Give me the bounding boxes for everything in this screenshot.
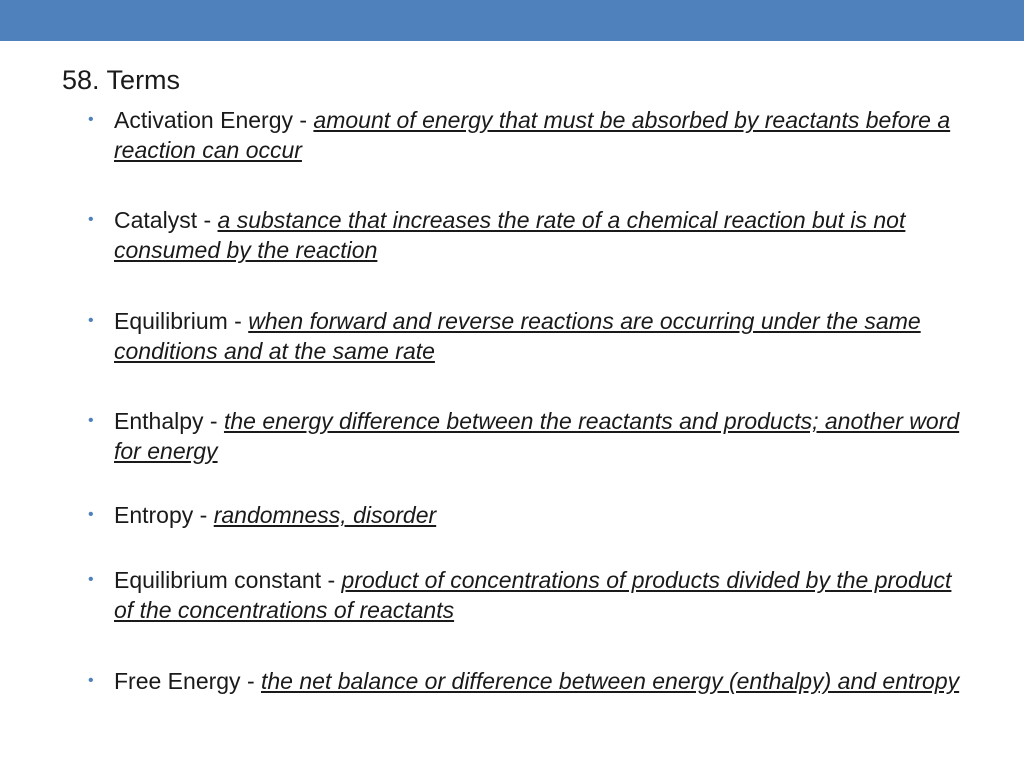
bullet-icon: • bbox=[88, 672, 94, 689]
term-definition: product of concentrations of products divided by the product of the concentrations of reactants bbox=[114, 567, 952, 623]
term-item-equilibrium bbox=[88, 306, 968, 366]
bullet-icon: • bbox=[88, 312, 94, 329]
term-label: Equilibrium constant - bbox=[114, 567, 342, 593]
term-item-free-energy bbox=[88, 666, 968, 696]
term-item-activation-energy bbox=[88, 105, 968, 165]
term-definition: when forward and reverse reactions are occurring under the same conditions and at the same rate bbox=[114, 308, 921, 364]
term-label: Entropy - bbox=[114, 502, 214, 528]
bullet-icon: • bbox=[88, 506, 94, 523]
term-item-equilibrium-constant bbox=[88, 565, 968, 625]
bullet-icon: • bbox=[88, 211, 94, 228]
term-label: Equilibrium - bbox=[114, 308, 249, 334]
term-label: Free Energy - bbox=[114, 668, 261, 694]
bullet-icon: • bbox=[88, 571, 94, 588]
term-definition: randomness, disorder bbox=[213, 502, 437, 528]
term-label: Activation Energy - bbox=[114, 107, 314, 133]
term-item-entropy bbox=[88, 500, 968, 530]
bullet-icon: • bbox=[88, 111, 94, 128]
term-item-catalyst bbox=[88, 205, 968, 265]
term-definition: the energy difference between the reactants and products; another word for energy bbox=[114, 408, 960, 464]
term-label: Enthalpy - bbox=[114, 408, 224, 434]
term-item-enthalpy bbox=[88, 406, 968, 466]
header-bar bbox=[0, 0, 1024, 41]
term-definition: the net balance or difference between energy (enthalpy) and entropy bbox=[261, 668, 960, 694]
bullet-icon: • bbox=[88, 412, 94, 429]
term-definition: a substance that increases the rate of a chemical reaction but is not consumed by the reaction bbox=[114, 207, 906, 263]
term-label: Catalyst - bbox=[114, 207, 218, 233]
term-definition: amount of energy that must be absorbed by reactants before a reaction can occur bbox=[114, 107, 951, 163]
slide-title: 58. Terms bbox=[62, 65, 181, 95]
